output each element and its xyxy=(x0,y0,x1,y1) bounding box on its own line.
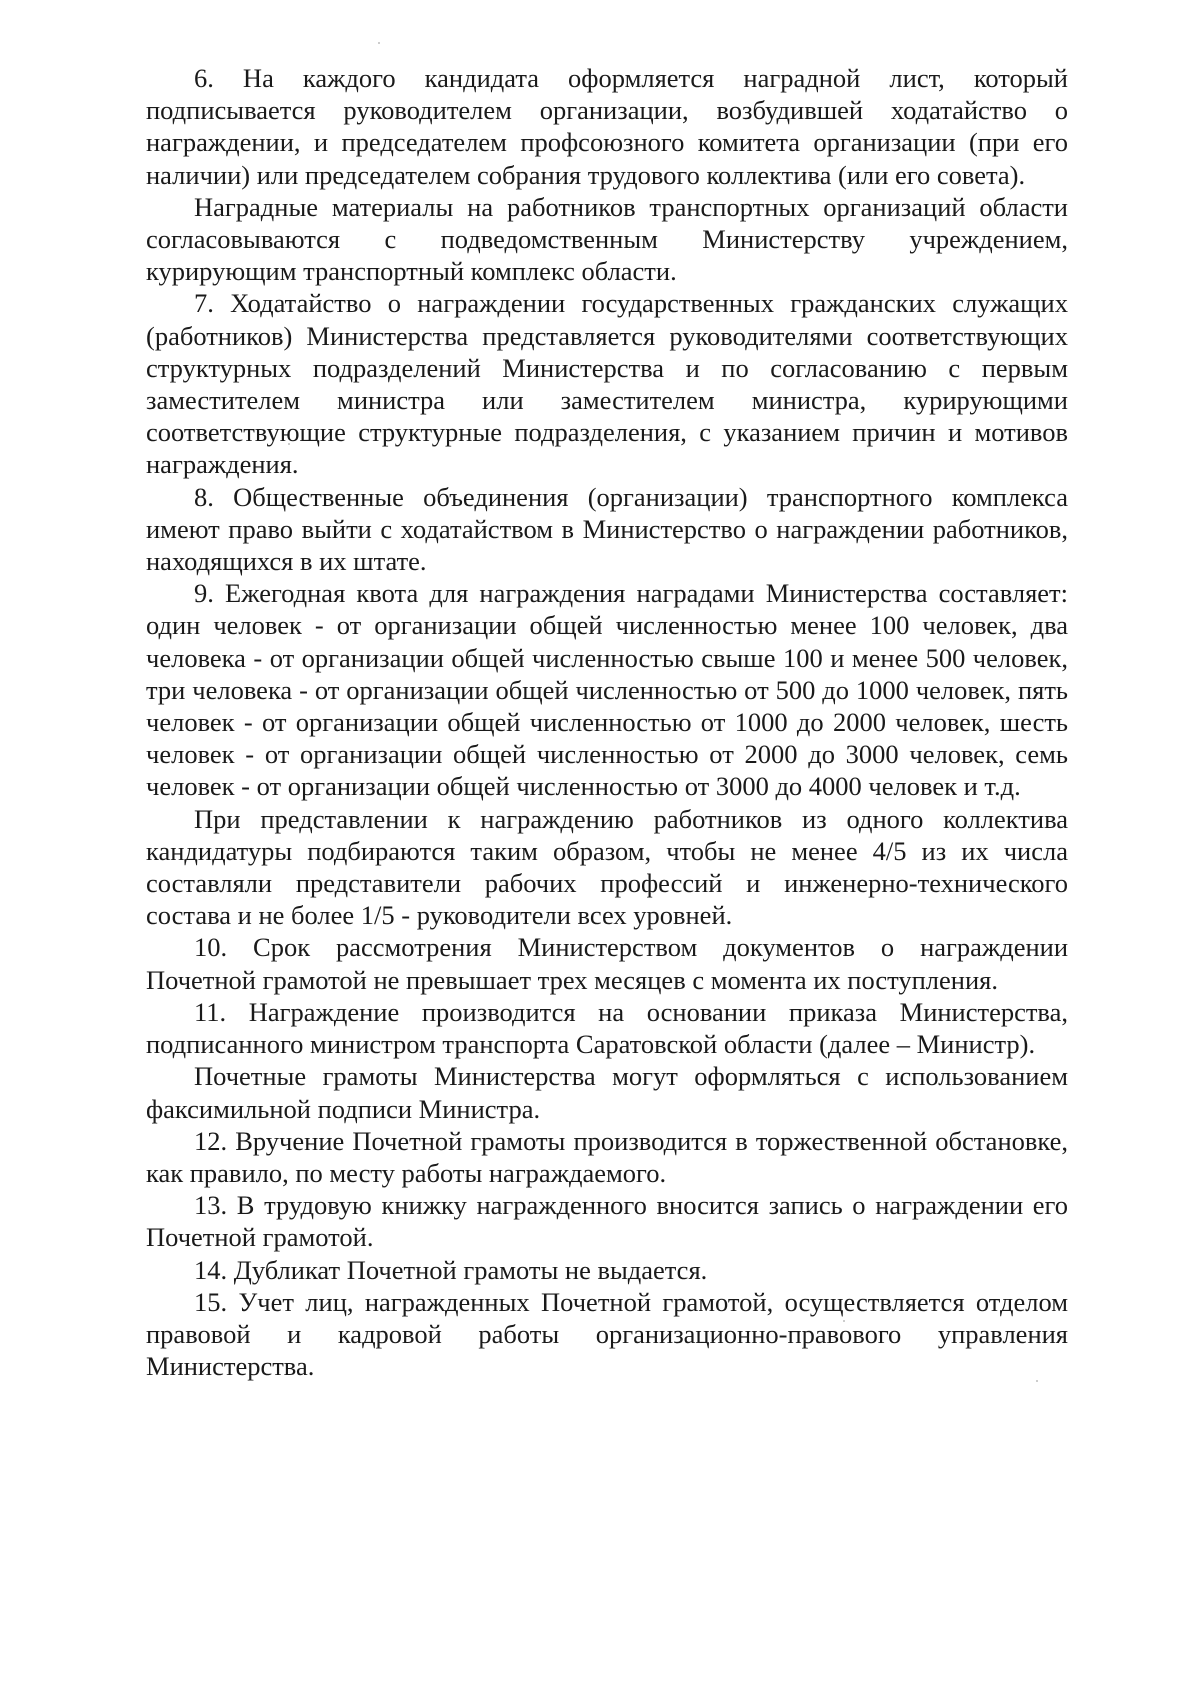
paragraph-item-10: 10. Срок рассмотрения Министерством документов о награждении Почетной грамотой не превышает трех месяцев с момента их поступления. xyxy=(146,932,1068,995)
paragraph-item-12: 12. Вручение Почетной грамоты производится в торжественной обстановке, как правило, по месту работы награждаемого. xyxy=(146,1125,1068,1188)
paragraph-item-9: 9. Ежегодная квота для награждения наградами Министерства составляет: один человек - от организации общей численностью менее 100 человек, два человека - от организации общей численностью свыше 100 и менее 500 человек, три человека - от организации общей численностью от 500 до 1000 человек, пять человек - от организации общей численностью от 1000 до 2000 человек, шесть человек - от организации общей численностью от 2000 до 3000 человек, семь человек - от организации общей численностью от 3000 до 4000 человек и т.д. xyxy=(146,578,1068,802)
document-body xyxy=(146,62,1068,1382)
paragraph-candidate-selection: При представлении к награждению работников из одного коллектива кандидатуры подбираются таким образом, чтобы не менее 4/5 из их числа составляли представители рабочих профессий и инженерно-технического состава и не более 1/5 - руководители всех уровней. xyxy=(146,803,1068,931)
paragraph-item-7: 7. Ходатайство о награждении государственных гражданских служащих (работников) Министерства представляется руководителями соответствующих структурных подразделений Министерства и по согласованию с первым заместителем министра или заместителем министра, курирующими соответствующие структурные подразделения, с указанием причин и мотивов награждения. xyxy=(146,288,1068,480)
paragraph-item-11: 11. Награждение производится на основании приказа Министерства, подписанного министром транспорта Саратовской области (далее – Министр). xyxy=(146,996,1068,1060)
paragraph-item-8: 8. Общественные объединения (организации) транспортного комплекса имеют право выйти с ходатайством в Министерство о награждении работников, находящихся в их штате. xyxy=(146,481,1068,577)
paragraph-item-15: 15. Учет лиц, награжденных Почетной грамотой, осуществляется отделом правовой и кадровой работы организационно-правового управления Министерства. xyxy=(146,1286,1068,1382)
paragraph-facsimile-signature: Почетные грамоты Министерства могут оформляться с использованием факсимильной подписи Министра. xyxy=(146,1061,1068,1124)
paragraph-award-materials: Наградные материалы на работников транспортных организаций области согласовываются с подведомственным Министерству учреждением, курирующим транспортный комплекс области. xyxy=(146,191,1068,287)
paragraph-item-13: 13. В трудовую книжку награжденного вносится запись о награждении его Почетной грамотой. xyxy=(146,1190,1068,1253)
paragraph-item-14: 14. Дубликат Почетной грамоты не выдается. xyxy=(194,1254,708,1285)
paragraph-item-6: 6. На каждого кандидата оформляется наградной лист, который подписывается руководителем организации, возбудившей ходатайство о награждении, и председателем профсоюзного комитета организации (при его наличии) или председателем собрания трудового коллектива (или его совета). xyxy=(146,63,1068,190)
scan-speck xyxy=(378,42,380,44)
